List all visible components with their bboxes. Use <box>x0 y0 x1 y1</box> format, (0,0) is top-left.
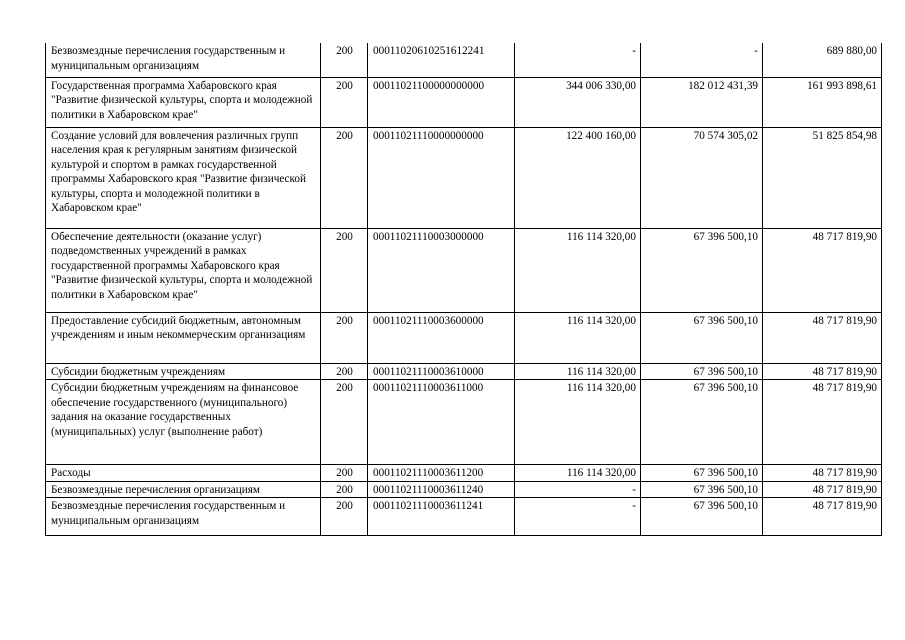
cell-code: 200 <box>321 481 368 498</box>
cell-kbk: 00011021110003611000 <box>368 380 515 465</box>
cell-kbk: 00011021110003600000 <box>368 312 515 363</box>
cell-code: 200 <box>321 363 368 380</box>
cell-code: 200 <box>321 127 368 228</box>
cell-kbk: 00011021110003000000 <box>368 228 515 312</box>
cell-executed: 67 396 500,10 <box>641 228 763 312</box>
cell-name: Безвозмездные перечисления организациям <box>46 481 321 498</box>
cell-executed: 67 396 500,10 <box>641 380 763 465</box>
cell-executed: 182 012 431,39 <box>641 77 763 127</box>
cell-remainder: 48 717 819,90 <box>763 228 882 312</box>
cell-assigned: 116 114 320,00 <box>515 465 641 482</box>
cell-executed: 67 396 500,10 <box>641 498 763 536</box>
cell-assigned: 116 114 320,00 <box>515 228 641 312</box>
cell-assigned: 344 006 330,00 <box>515 77 641 127</box>
cell-code: 200 <box>321 77 368 127</box>
cell-executed: 67 396 500,10 <box>641 465 763 482</box>
cell-remainder: 48 717 819,90 <box>763 481 882 498</box>
cell-code: 200 <box>321 228 368 312</box>
table-row <box>46 465 882 482</box>
table-row <box>46 363 882 380</box>
cell-kbk: 00011021110000000000 <box>368 127 515 228</box>
cell-remainder: 51 825 854,98 <box>763 127 882 228</box>
budget-execution-table <box>45 43 882 536</box>
cell-name: Безвозмездные перечисления государственным и муниципальным организациям <box>46 498 321 536</box>
cell-assigned: - <box>515 481 641 498</box>
cell-name: Субсидии бюджетным учреждениям на финансовое обеспечение государственного (муниципального) задания на оказание государственных (муниципальных) услуг (выполнение работ) <box>46 380 321 465</box>
table-row <box>46 127 882 228</box>
cell-executed: 70 574 305,02 <box>641 127 763 228</box>
cell-name: Государственная программа Хабаровского края "Развитие физической культуры, спорта и молодежной политики в Хабаровском крае" <box>46 77 321 127</box>
cell-name: Расходы <box>46 465 321 482</box>
cell-name: Создание условий для вовлечения различных групп населения края к регулярным занятиям физической культурой и спортом в рамках государственной программы Хабаровского края "Развитие физической культуры, спорта и молодежной политики в Хабаровском крае" <box>46 127 321 228</box>
cell-remainder: 689 880,00 <box>763 43 882 77</box>
cell-code: 200 <box>321 312 368 363</box>
cell-kbk: 00011021110003610000 <box>368 363 515 380</box>
cell-code: 200 <box>321 498 368 536</box>
cell-executed: 67 396 500,10 <box>641 312 763 363</box>
table-row <box>46 481 882 498</box>
cell-remainder: 48 717 819,90 <box>763 380 882 465</box>
cell-assigned: - <box>515 498 641 536</box>
cell-code: 200 <box>321 465 368 482</box>
cell-executed: 67 396 500,10 <box>641 363 763 380</box>
cell-name: Безвозмездные перечисления государственным и муниципальным организациям <box>46 43 321 77</box>
cell-code: 200 <box>321 43 368 77</box>
table-row <box>46 380 882 465</box>
cell-remainder: 48 717 819,90 <box>763 465 882 482</box>
cell-executed: - <box>641 43 763 77</box>
cell-kbk: 00011021110003611241 <box>368 498 515 536</box>
table-row <box>46 228 882 312</box>
cell-kbk: 00011020610251612241 <box>368 43 515 77</box>
cell-remainder: 48 717 819,90 <box>763 312 882 363</box>
cell-remainder: 48 717 819,90 <box>763 363 882 380</box>
cell-executed: 67 396 500,10 <box>641 481 763 498</box>
cell-remainder: 48 717 819,90 <box>763 498 882 536</box>
cell-name: Субсидии бюджетным учреждениям <box>46 363 321 380</box>
cell-name: Предоставление субсидий бюджетным, автономным учреждениям и иным некоммерческим организациям <box>46 312 321 363</box>
cell-assigned: 122 400 160,00 <box>515 127 641 228</box>
cell-kbk: 00011021110003611240 <box>368 481 515 498</box>
cell-code: 200 <box>321 380 368 465</box>
cell-assigned: - <box>515 43 641 77</box>
table-row <box>46 77 882 127</box>
cell-assigned: 116 114 320,00 <box>515 312 641 363</box>
cell-kbk: 00011021100000000000 <box>368 77 515 127</box>
cell-assigned: 116 114 320,00 <box>515 363 641 380</box>
table-row <box>46 43 882 77</box>
table-row <box>46 312 882 363</box>
cell-kbk: 00011021110003611200 <box>368 465 515 482</box>
cell-assigned: 116 114 320,00 <box>515 380 641 465</box>
cell-remainder: 161 993 898,61 <box>763 77 882 127</box>
table-row <box>46 498 882 536</box>
cell-name: Обеспечение деятельности (оказание услуг) подведомственных учреждений в рамках государственной программы Хабаровского края "Развитие физической культуры, спорта и молодежной политики в Хабаровском крае" <box>46 228 321 312</box>
